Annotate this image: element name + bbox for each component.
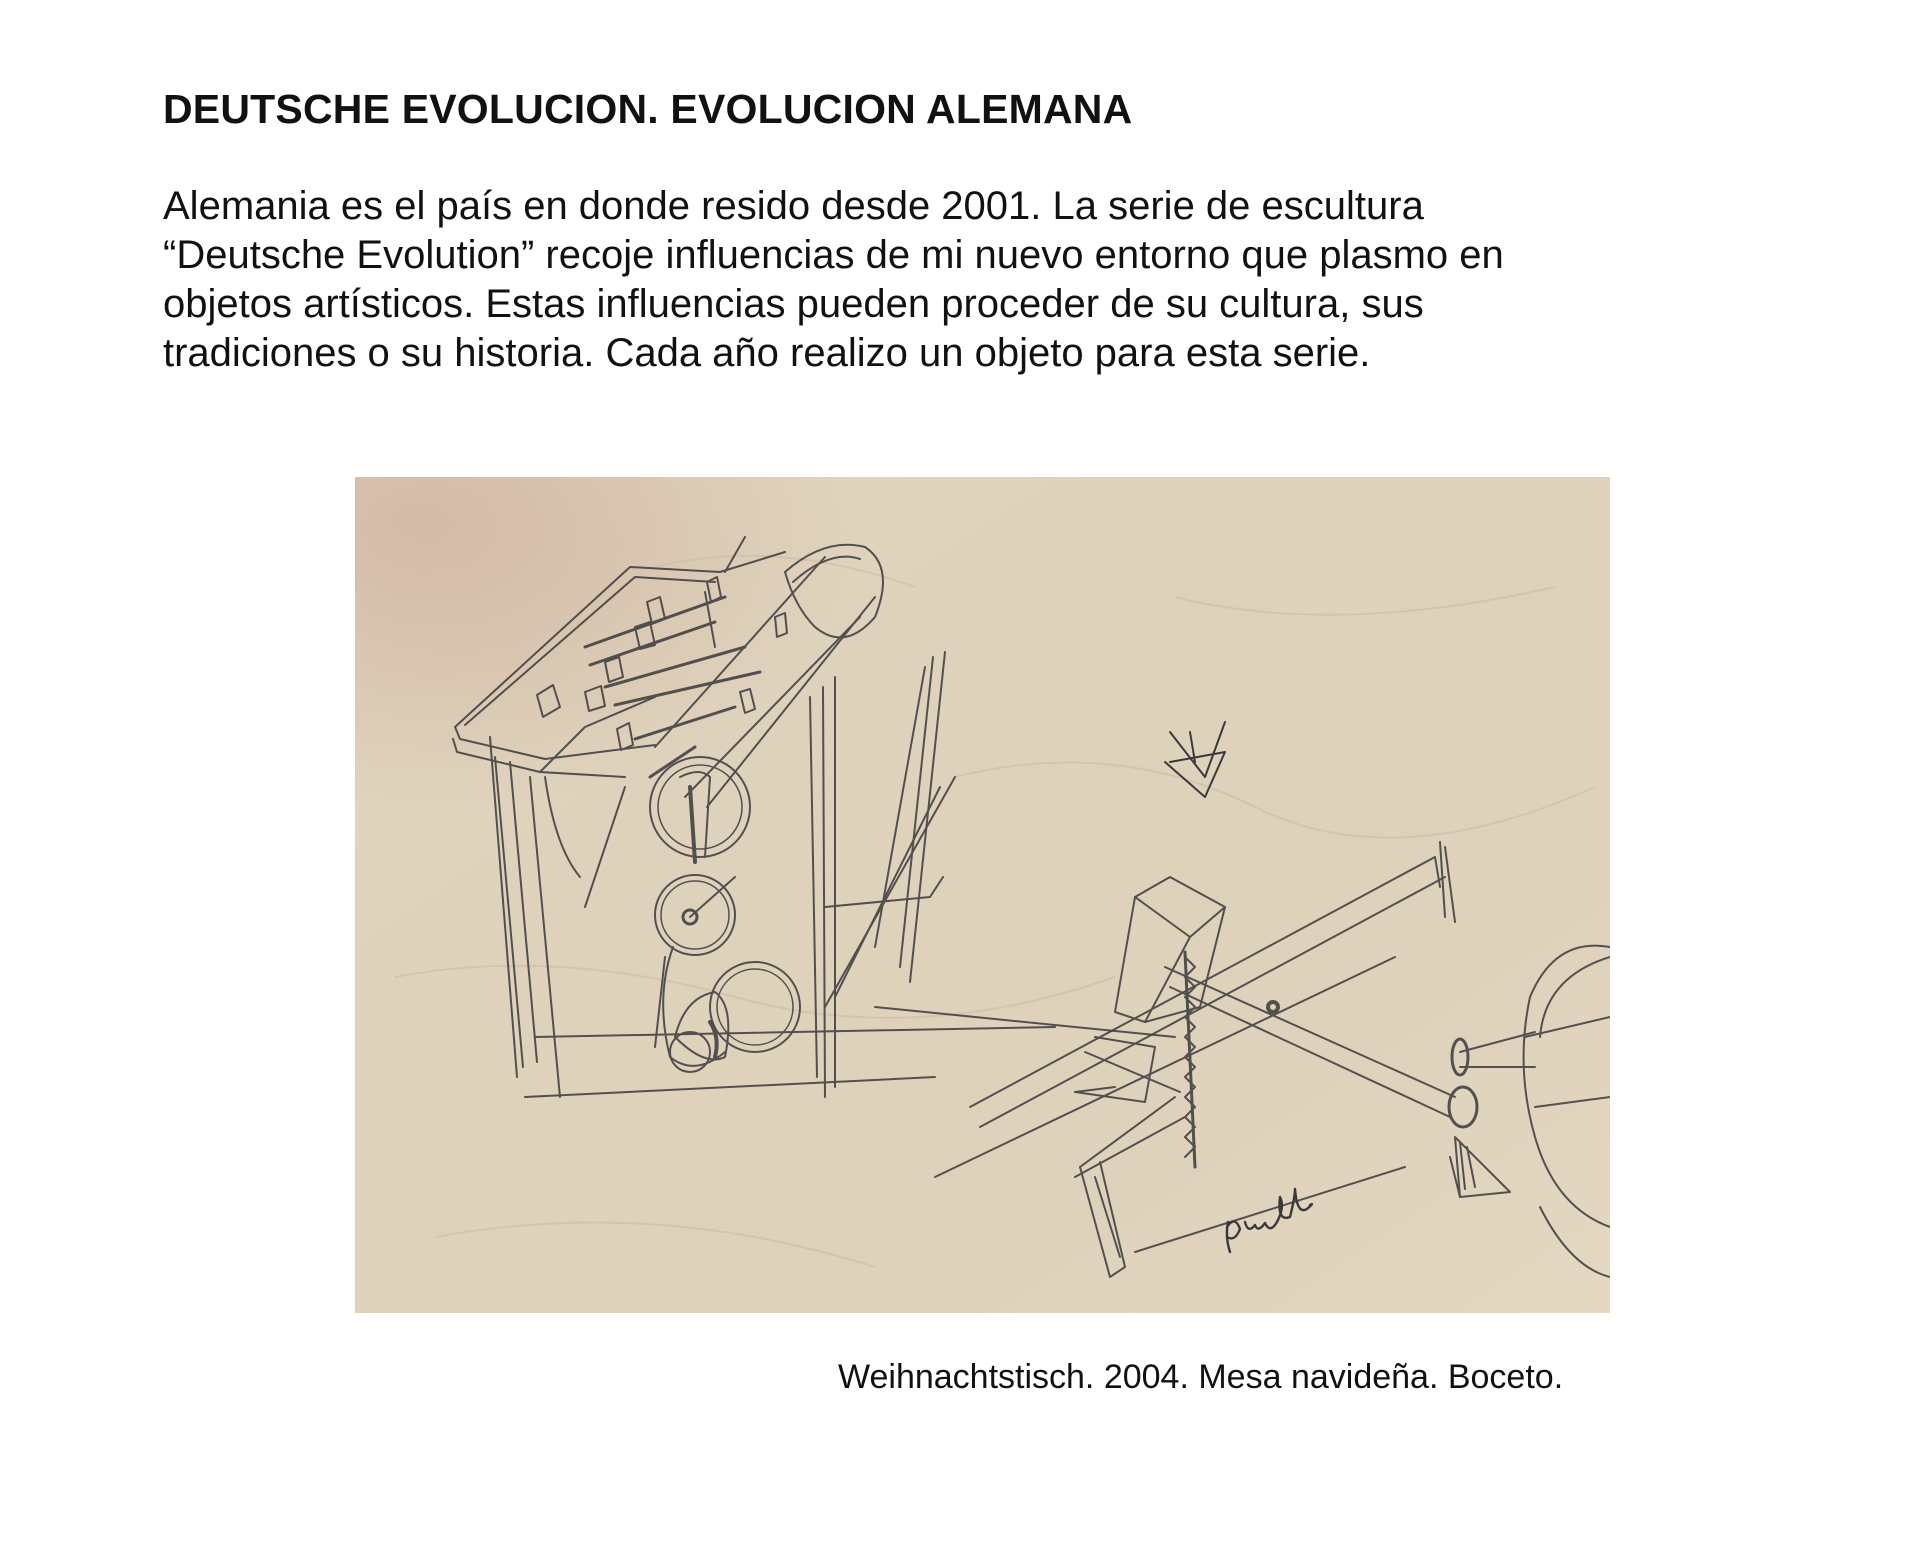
pencil-sketch-drawing — [355, 477, 1610, 1313]
page-title: DEUTSCHE EVOLUCION. EVOLUCION ALEMANA — [163, 86, 1133, 132]
intro-paragraph — [163, 182, 1723, 378]
intro-line: “Deutsche Evolution” recoje influencias de mi nuevo entorno que plasmo en — [163, 233, 1504, 277]
intro-line: objetos artísticos. Estas influencias pueden proceder de su cultura, sus — [163, 282, 1424, 326]
intro-line: Alemania es el país en donde resido desde 2001. La serie de escultura — [163, 184, 1424, 228]
intro-line: tradiciones o su historia. Cada año realizo un objeto para esta serie. — [163, 331, 1371, 375]
sketch-image — [355, 477, 1610, 1313]
image-caption: Weihnachtstisch. 2004. Mesa navideña. Boceto. — [838, 1358, 1564, 1396]
